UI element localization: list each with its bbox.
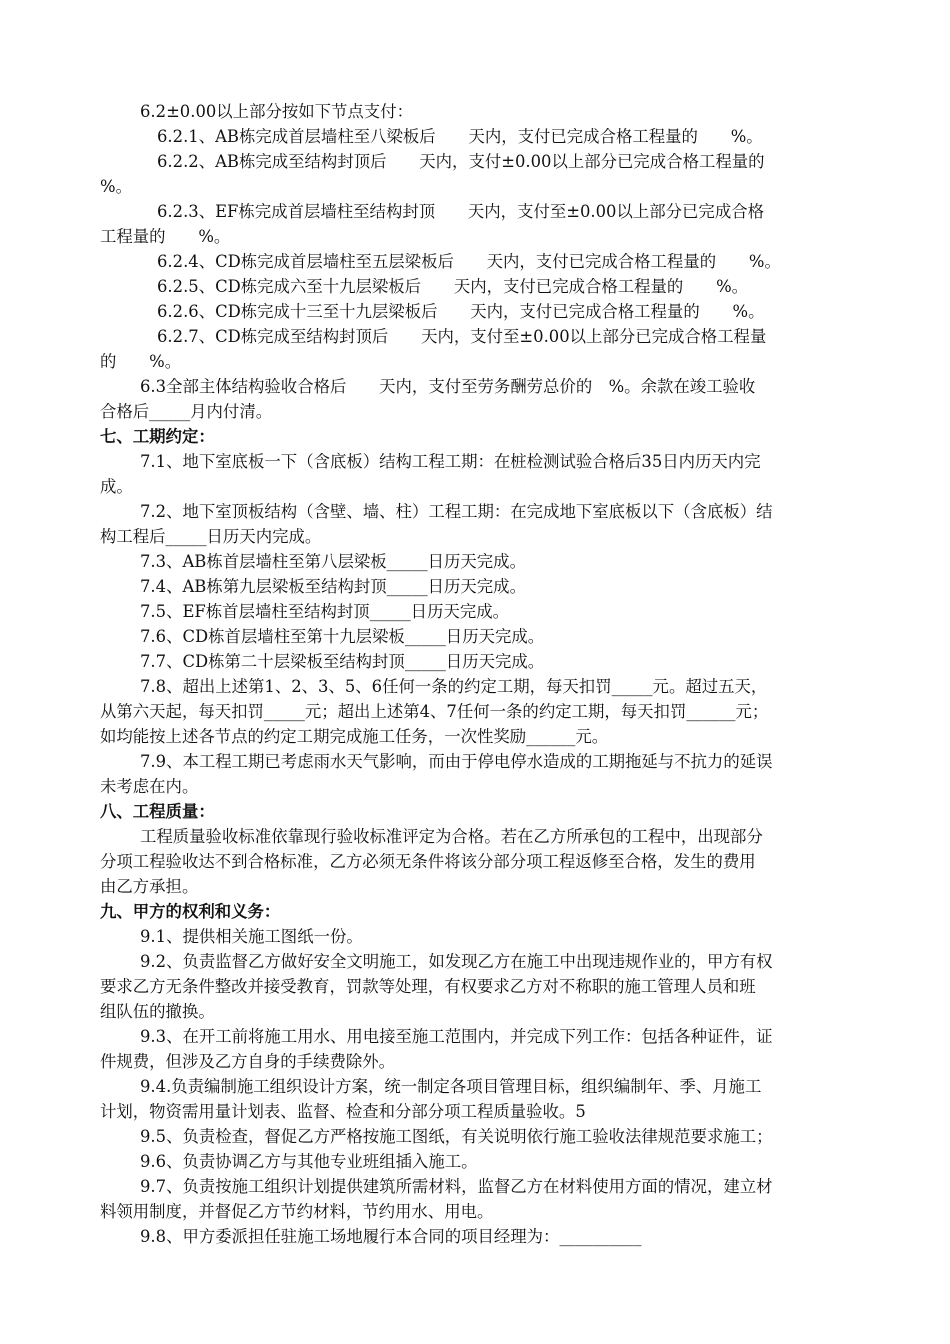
text-line: 要求乙方无条件整改并接受教育，罚款等处理，有权要求乙方对不称职的施工管理人员和班 — [100, 977, 756, 996]
text-line: 由乙方承担。 — [100, 877, 199, 896]
text-line: 7.6、CD栋首层墙柱至第十九层梁板_____日历天完成。 — [140, 627, 545, 646]
text-line: 6.2.1、AB栋完成首层墙柱至八梁板后 天内，支付已完成合格工程量的 %。 — [157, 127, 763, 146]
text-line: 7.5、EF栋首层墙柱至结构封顶_____日历天完成。 — [140, 602, 510, 621]
section-heading: 九、甲方的权利和义务： — [100, 902, 281, 921]
text-line: 6.2.3、EF栋完成首层墙柱至结构封顶 天内，支付至±0.00以上部分已完成合格 — [157, 202, 764, 221]
text-line: 从第六天起，每天扣罚_____元；超出上述第4、7任何一条的约定工期，每天扣罚______元； — [100, 702, 769, 721]
text-line: 9.6、负责协调乙方与其他专业班组插入施工。 — [140, 1152, 478, 1171]
text-line: 7.3、AB栋首层墙柱至第八层梁板_____日历天完成。 — [140, 552, 526, 571]
text-line: 计划，物资需用量计划表、监督、检查和分部分项工程质量验收。5 — [100, 1102, 586, 1121]
text-line: 料领用制度，并督促乙方节约材料，节约用水、用电。 — [100, 1202, 494, 1221]
text-line: 合格后_____月内付清。 — [100, 402, 273, 421]
text-line: 7.8、超出上述第1、2、3、5、6任何一条的约定工期，每天扣罚_____元。超过五天， — [140, 677, 768, 696]
text-line: 6.2.7、CD栋完成至结构封顶后 天内，支付至±0.00以上部分已完成合格工程量 — [157, 327, 767, 346]
text-line: 工程量的 %。 — [100, 227, 231, 246]
text-line: 9.7、负责按施工组织计划提供建筑所需材料，监督乙方在材料使用方面的情况，建立材 — [140, 1177, 773, 1196]
text-line: %。 — [100, 177, 132, 196]
text-line: 6.2.6、CD栋完成十三至十九层梁板后 天内，支付已完成合格工程量的 %。 — [157, 302, 765, 321]
text-line: 7.1、地下室底板一下（含底板）结构工程工期：在桩检测试验合格后35日内历天内完 — [140, 452, 761, 471]
text-line: 9.8、甲方委派担任驻施工场地履行本合同的项目经理为：__________ — [140, 1227, 642, 1246]
text-line: 的 %。 — [100, 352, 182, 371]
text-line: 件规费，但涉及乙方自身的手续费除外。 — [100, 1052, 396, 1071]
text-line: 未考虑在内。 — [100, 777, 199, 796]
text-line: 工程质量验收标准依靠现行验收标准评定为合格。若在乙方所承包的工程中，出现部分 — [140, 827, 763, 846]
text-line: 分项工程验收达不到合格标准，乙方必须无条件将该分部分项工程返修至合格，发生的费用 — [100, 852, 756, 871]
text-line: 7.9、本工程工期已考虑雨水天气影响，而由于停电停水造成的工期拖延与不抗力的延误 — [140, 752, 773, 771]
text-line: 9.4.负责编制施工组织设计方案，统一制定各项目管理目标，组织编制年、季、月施工 — [140, 1077, 762, 1096]
text-line: 6.2.2、AB栋完成至结构封顶后 天内，支付±0.00以上部分已完成合格工程量的 — [157, 152, 765, 171]
text-line: 7.4、AB栋第九层梁板至结构封顶_____日历天完成。 — [140, 577, 526, 596]
text-line: 成。 — [100, 477, 133, 496]
text-line: 6.3全部主体结构验收合格后 天内，支付至劳务酬劳总价的 %。余款在竣工验收 — [140, 377, 756, 396]
section-heading: 八、工程质量： — [100, 802, 215, 821]
text-line: 9.5、负责检查，督促乙方严格按施工图纸，有关说明依行施工验收法律规范要求施工； — [140, 1127, 773, 1146]
text-line: 7.7、CD栋第二十层梁板至结构封顶_____日历天完成。 — [140, 652, 545, 671]
text-line: 构工程后_____日历天内完成。 — [100, 527, 322, 546]
section-heading: 七、工期约定： — [100, 427, 215, 446]
text-line: 9.2、负责监督乙方做好安全文明施工，如发现乙方在施工中出现违规作业的，甲方有权 — [140, 952, 773, 971]
text-line: 9.1、提供相关施工图纸一份。 — [140, 927, 363, 946]
text-line: 6.2.4、CD栋完成首层墙柱至五层梁板后 天内，支付已完成合格工程量的 %。 — [157, 252, 781, 271]
text-line: 7.2、地下室顶板结构（含壁、墙、柱）工程工期：在完成地下室底板以下（含底板）结 — [140, 502, 773, 521]
text-line: 6.2±0.00以上部分按如下节点支付： — [140, 102, 413, 121]
text-line: 6.2.5、CD栋完成六至十九层梁板后 天内，支付已完成合格工程量的 %。 — [157, 277, 749, 296]
text-line: 组队伍的撤换。 — [100, 1002, 215, 1021]
text-line: 如均能按上述各节点的约定工期完成施工任务，一次性奖励______元。 — [100, 727, 609, 746]
text-line: 9.3、在开工前将施工用水、用电接至施工范围内，并完成下列工作：包括各种证件，证 — [140, 1027, 773, 1046]
